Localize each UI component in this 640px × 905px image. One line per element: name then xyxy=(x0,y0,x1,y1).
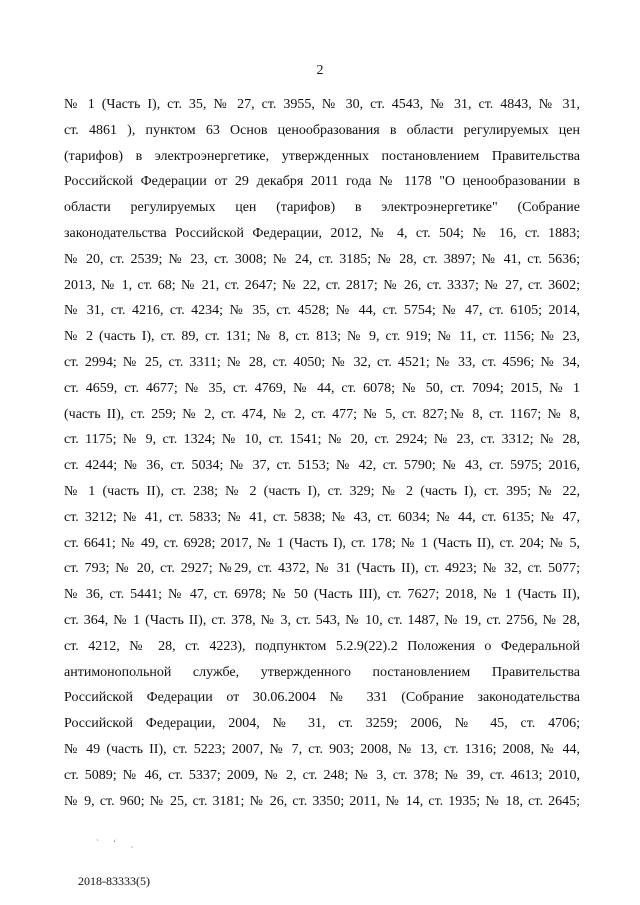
text-line: области регулируемых цен (тарифов) в электроэнергетике" (Собрание xyxy=(64,200,580,216)
text-line: № 31, ст. 4216, ст. 4234; № 35, ст. 4528; № 44, ст. 5754; № 47, ст. 6105; 2014, xyxy=(64,303,580,319)
text-line: антимонопольной службе, утвержденного постановлением Правительства xyxy=(64,664,580,680)
text-line: 2013, № 1, ст. 68; № 21, ст. 2647; № 22, ст. 2817; № 26, ст. 3337; № 27, ст. 3602; xyxy=(64,277,580,293)
text-line: Российской Федерации от 29 декабря 2011 года № 1178 "О ценообразовании в xyxy=(64,174,580,190)
text-line: ст. 1175; № 9, ст. 1324; № 10, ст. 1541; № 20, ст. 2924; № 23, ст. 3312; № 28, xyxy=(64,432,580,448)
text-line: № 49 (часть II), ст. 5223; 2007, № 7, ст. 903; 2008, № 13, ст. 1316; 2008, № 44, xyxy=(64,741,580,757)
text-line: № 1 (Часть I), ст. 35, № 27, ст. 3955, № 30, ст. 4543, № 31, ст. 4843, № 31, xyxy=(64,97,580,112)
text-line: ст. 4861 ), пунктом 63 Основ ценообразования в области регулируемых цен xyxy=(64,122,580,138)
text-line: ст. 4212, № 28, ст. 4223), подпунктом 5.2.9(22).2 Положения о Федеральной xyxy=(64,638,580,654)
text-line: ст. 4244; № 36, ст. 5034; № 37, ст. 5153; № 42, ст. 5790; № 43, ст. 5975; 2016, xyxy=(64,458,580,474)
document-code: 2018-83333(5) xyxy=(78,874,150,888)
text-line: ст. 3212; № 41, ст. 5833; № 41, ст. 5838; № 43, ст. 6034; № 44, ст. 6135; № 47, xyxy=(64,509,580,525)
text-line: № 20, ст. 2539; № 23, ст. 3008; № 24, ст. 3185; № 28, ст. 3897; № 41, ст. 5636; xyxy=(64,251,580,267)
text-line: законодательства Российской Федерации, 2012, № 4, ст. 504; № 16, ст. 1883; xyxy=(64,225,580,241)
text-line: ст. 4659, ст. 4677; № 35, ст. 4769, № 44, ст. 6078; № 50, ст. 7094; 2015, № 1 xyxy=(64,380,580,396)
text-line: Российской Федерации от 30.06.2004 № 331 (Собрание законодательства xyxy=(64,690,580,706)
text-line: ст. 2994; № 25, ст. 3311; № 28, ст. 4050; № 32, ст. 4521; № 33, ст. 4596; № 34, xyxy=(64,354,580,370)
text-line: № 2 (часть I), ст. 89, ст. 131; № 8, ст. 813; № 9, ст. 919; № 11, ст. 1156; № 23, xyxy=(64,329,580,345)
text-line: (тарифов) в электроэнергетике, утвержденных постановлением Правительства xyxy=(64,148,580,164)
text-line: ст. 793; № 20, ст. 2927; №29, ст. 4372, № 31 (Часть II), ст. 4923; № 32, ст. 5077; xyxy=(64,561,580,577)
text-line: № 36, ст. 5441; № 47, ст. 6978; № 50 (Часть III), ст. 7627; 2018, № 1 (Часть II), xyxy=(64,587,580,603)
text-line: ст. 364, № 1 (Часть II), ст. 378, № 3, ст. 543, № 10, ст. 1487, № 19, ст. 2756, № 28, xyxy=(64,612,580,628)
scan-marks: ` ‘ ˏ xyxy=(96,838,140,848)
text-line: ст. 6641; № 49, ст. 6928; 2017, № 1 (Часть I), ст. 178; № 1 (Часть II), ст. 204; № 5, xyxy=(64,535,580,551)
text-line: (часть II), ст. 259; № 2, ст. 474, № 2, ст. 477; № 5, ст. 827;№ 8, ст. 1167; № 8, xyxy=(64,406,580,422)
text-line: Российской Федерации, 2004, № 31, ст. 3259; 2006, № 45, ст. 4706; xyxy=(64,716,580,732)
text-line: № 1 (часть II), ст. 238; № 2 (часть I), ст. 329; № 2 (часть I), ст. 395; № 22, xyxy=(64,483,580,499)
page-number: 2 xyxy=(316,63,324,78)
body-text xyxy=(64,92,580,814)
text-line: ст. 5089; № 46, ст. 5337; 2009, № 2, ст. 248; № 3, ст. 378; № 39, ст. 4613; 2010, xyxy=(64,767,580,783)
text-line: № 9, ст. 960; № 25, ст. 3181; № 26, ст. 3350; 2011, № 14, ст. 1935; № 18, ст. 2645; xyxy=(64,793,580,809)
